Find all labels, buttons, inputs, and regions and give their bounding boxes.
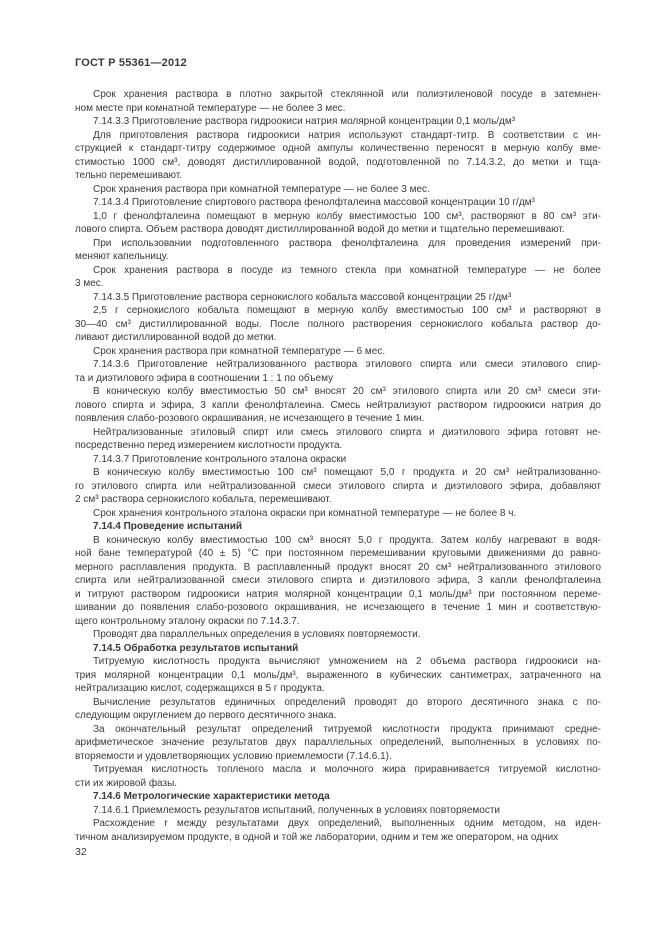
text-line: тичном анализируемом продукте, в одной и той же лаборатории, одним и тем же оператором, на одних	[75, 831, 559, 843]
text-line: 7.14.3.4 Приготовление спиртового раствора фенолфталеина массовой концентрации 10 г/дм³	[93, 197, 535, 208]
standard-code: ГОСТ Р 55361—2012	[75, 57, 187, 69]
text-line: 7.14.3.5 Приготовление раствора сернокислого кобальта массовой концентрации 25 г/дм³	[93, 291, 512, 303]
text-line: струкцией к стандарт-титру содержимое одной ампулы количественно переносят в мерную колбу вме-	[75, 143, 601, 154]
text-line: 7.14.6.1 Приемлемость результатов испытаний, полученных в условиях повторяемости	[93, 804, 500, 816]
paragraph	[75, 696, 601, 723]
text-line: ной бане температурой (40 ± 5) °С при постоянном перемешивании круговыми движениями до равно-	[75, 548, 601, 559]
paragraph	[75, 655, 601, 696]
paragraph	[75, 628, 601, 642]
text-line: Вычисление результатов единичных определений проводят до второго десятичного знака с по-	[93, 696, 601, 708]
section-heading	[75, 790, 601, 804]
paragraph	[75, 763, 601, 790]
text-line: 1,0 г фенолфталеина помещают в мерную колбу вместимостью 100 см³, растворяют в 80 см³ эти-	[93, 210, 601, 222]
text-line: Нейтрализованные этиловый спирт или смесь этилового спирта и диэтилового эфира готовят не-	[93, 426, 601, 438]
text-line: спирта или нейтрализованной смеси этилового спирта и диэтилового эфира, 3 капли фенолфталеина	[75, 575, 601, 586]
text-line: го этилового спирта или нейтрализованной смеси этилового спирта и диэтилового эфира, добавляют	[75, 480, 601, 492]
paragraph	[75, 345, 601, 359]
text-line: При использовании подготовленного раствора фенолфталеина для проведения измерений при-	[93, 237, 601, 249]
text-line: За окончательный результат определений титруемой кислотности продукта принимают средне-	[93, 723, 601, 735]
text-line: Срок хранения раствора в посуде из темного стекла при комнатной температуре — не более	[93, 264, 601, 276]
paragraph	[75, 115, 601, 129]
text-line: Срок хранения раствора в плотно закрытой стеклянной или полиэтиленовой посуде в затемнен-	[93, 89, 601, 100]
paragraph	[75, 817, 601, 844]
text-line: Срок хранения раствора при комнатной температуре — не более 3 мес.	[93, 183, 430, 195]
text-line: 2,5 г сернокислого кобальта помещают в мерную колбу вместимостью 100 см³ и растворяют в	[93, 305, 601, 316]
text-line: Титруемую кислотность продукта вычисляют умножением на 2 объема раствора гидроокиси на-	[93, 656, 601, 667]
text-line: та и диэтилового эфира в соотношении 1 : 1 по объему	[75, 372, 334, 384]
text-line: 7.14.4 Проведение испытаний	[93, 521, 243, 532]
text-line: Срок хранения контрольного эталона окраски при комнатной температуре — не более 8 ч.	[93, 507, 517, 519]
text-line: 7.14.6 Метрологические характеристики метода	[93, 791, 330, 802]
document-body	[75, 88, 601, 844]
paragraph	[75, 210, 601, 237]
text-line: следующим округлением до первого десятичного знака.	[75, 710, 337, 721]
text-line: В коническую колбу вместимостью 100 см³ вносят 5,0 г продукта. Затем колбу нагревают в водя-	[93, 534, 601, 546]
text-line: сти их жировой фазы.	[75, 777, 178, 789]
text-line: 7.14.5 Обработка результатов испытаний	[93, 642, 299, 654]
text-line: Титруемая кислотность топленого масла и молочного жира приравнивается титруемой кислотно-	[93, 764, 601, 775]
text-line: Расхождение r между результатами двух определений, выполненных одним методом, на иден-	[93, 818, 601, 829]
text-line: 7.14.3.7 Приготовление контрольного эталона окраски	[93, 453, 347, 465]
paragraph	[75, 723, 601, 764]
paragraph	[75, 358, 601, 385]
paragraph	[75, 237, 601, 264]
text-line: и титруют раствором гидроокиси натрия молярной концентрации 0,1 моль/дм³ при постоянном переме-	[75, 588, 601, 600]
text-line: посредственно перед измерением кислотности продукта.	[75, 440, 343, 451]
text-line: меняют капельницу.	[75, 251, 169, 262]
text-line: шивании до появления слабо-розового окрашивания, не исчезающего в течение 1 мин и соответствую-	[75, 602, 601, 613]
paragraph	[75, 385, 601, 426]
paragraph	[75, 88, 601, 115]
text-line: 7.14.3.3 Приготовление раствора гидроокиси натрия молярной концентрации 0,1 моль/дм³	[93, 116, 516, 127]
text-line: появления слабо-розового окрашивания, не исчезающего в течение 1 мин.	[75, 413, 425, 424]
text-line: 7.14.3.6 Приготовление нейтрализованного раствора этилового спирта или смеси этилового спир-	[93, 359, 601, 370]
text-line: 30—40 см³ дистиллированной воды. После полного растворения сернокислого кобальта раствор до-	[75, 318, 601, 330]
text-line: лового спирта и эфира, 3 капли фенолфталеина. Смесь нейтрализуют раствором гидроокиси натрия до	[75, 399, 601, 411]
paragraph	[75, 534, 601, 629]
text-line: Проводят два параллельных определения в условиях повторяемости.	[93, 629, 421, 640]
paragraph	[75, 466, 601, 507]
paragraph	[75, 183, 601, 197]
paragraph	[75, 507, 601, 521]
text-line: лового спирта. Объем раствора доводят дистиллированной водой до метки и тщательно перемешивают.	[75, 224, 565, 235]
paragraph	[75, 196, 601, 210]
text-line: арифметическое значение результатов двух параллельных определений, выполненных в условиях по-	[75, 737, 601, 748]
paragraph	[75, 804, 601, 818]
paragraph	[75, 291, 601, 305]
text-line: ливают дистиллированной водой до метки.	[75, 332, 277, 343]
text-line: щего контрольному эталону окраски по 7.14.3.7.	[75, 615, 300, 627]
section-heading	[75, 642, 601, 656]
text-line: вторяемости и удовлетворяющих условию приемлемости (7.14.6.1).	[75, 750, 392, 762]
section-heading	[75, 520, 601, 534]
text-line: В коническую колбу вместимостью 100 см³ помещают 5,0 г продукта и 20 см³ нейтрализованно-	[93, 467, 601, 478]
text-line: 2 см³ раствора сернокислого кобальта, перемешивают.	[75, 494, 332, 505]
paragraph	[75, 304, 601, 345]
text-line: мерного расплавления продукта. В расплавленный продукт вносят 20 см³ нейтрализованного этилового	[75, 561, 601, 573]
paragraph	[75, 426, 601, 453]
text-line: Для приготовления раствора гидроокиси натрия используют стандарт-титр. В соответствии с ин-	[93, 129, 601, 141]
paragraph	[75, 453, 601, 467]
page-number: 32	[75, 846, 87, 858]
text-line: тельно перемешивают.	[75, 170, 183, 181]
text-line: трия молярной концентрации 0,1 моль/дм³, выраженного в кубических сантиметрах, затраченного на	[75, 669, 601, 681]
text-line: 3 мес.	[75, 278, 104, 289]
paragraph	[75, 264, 601, 291]
text-line: стимостью 1000 см³, доводят дистиллированной водой, подготовленной по 7.14.3.2, до метки и тща-	[75, 156, 601, 168]
paragraph	[75, 129, 601, 183]
text-line: Срок хранения раствора при комнатной температуре — 6 мес.	[93, 345, 386, 357]
text-line: нейтрализацию кислот, содержащихся в 5 г продукта.	[75, 683, 325, 694]
text-line: В коническую колбу вместимостью 50 см³ вносят 20 см³ этилового спирта или 20 см³ смеси эти-	[93, 386, 601, 397]
text-line: ном месте при комнатной температуре — не более 3 мес.	[75, 102, 346, 114]
